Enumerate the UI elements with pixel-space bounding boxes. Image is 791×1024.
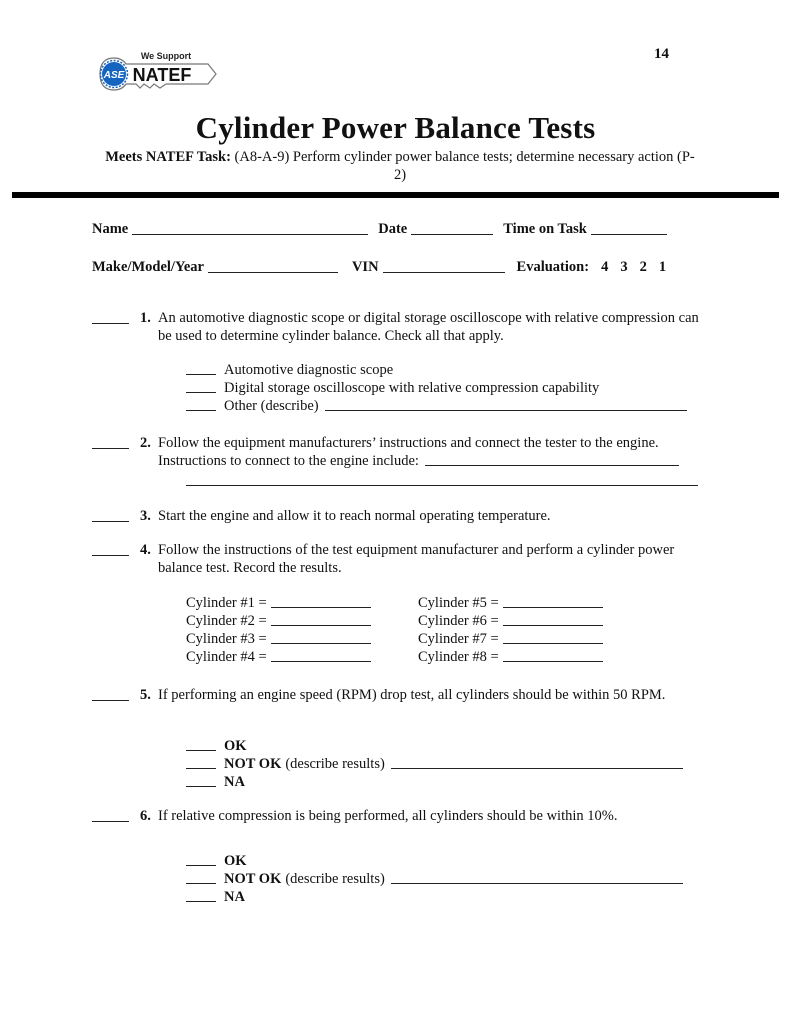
question-2-text: Follow the equipment manufacturers’ instructions and connect the tester to the engine. <box>158 435 659 451</box>
q5-ok-check[interactable] <box>186 750 216 751</box>
cylinder-6-row <box>418 612 603 630</box>
evaluation-score-4[interactable]: 4 <box>601 259 609 275</box>
cylinder-column-left <box>186 594 371 666</box>
q6-ok-check[interactable] <box>186 865 216 866</box>
q5-not-ok-check[interactable] <box>186 768 216 769</box>
question-3-text: Start the engine and allow it to reach normal operating temperature. <box>158 508 551 524</box>
cylinder-column-right <box>418 594 603 666</box>
cylinder-2-label: Cylinder #2 = <box>186 613 267 629</box>
question-5-number: 5. <box>140 687 151 703</box>
q1-option-1 <box>186 361 393 379</box>
question-6-score-blank[interactable] <box>92 821 129 822</box>
question-6-number: 6. <box>140 808 151 824</box>
question-1 <box>92 309 712 349</box>
page-title: Cylinder Power Balance Tests <box>195 110 596 145</box>
make-model-year-field[interactable] <box>208 258 338 273</box>
cylinder-8-label: Cylinder #8 = <box>418 649 499 665</box>
question-2-number: 2. <box>140 435 151 451</box>
cylinder-7-field[interactable] <box>503 643 603 644</box>
evaluation-score-3[interactable]: 3 <box>620 259 628 275</box>
q6-na-option <box>186 888 245 906</box>
q5-na-label: NA <box>224 774 245 790</box>
question-2-score-blank[interactable] <box>92 448 129 449</box>
q6-na-check[interactable] <box>186 901 216 902</box>
q1-option-3-check[interactable] <box>186 410 216 411</box>
q1-option-3 <box>186 397 687 415</box>
q6-ok-option <box>186 852 247 870</box>
question-2-instructions-label: Instructions to connect to the engine include: <box>158 453 419 469</box>
q1-option-3-label: Other (describe) <box>224 398 319 414</box>
q1-option-2-check[interactable] <box>186 392 216 393</box>
question-4-text: Follow the instructions of the test equipment manufacturer and perform a cylinder power balance test. Record the results. <box>158 542 675 576</box>
question-2-line-2 <box>158 452 679 470</box>
evaluation-score-2[interactable]: 2 <box>639 259 647 275</box>
question-1-number: 1. <box>140 310 151 326</box>
cylinder-1-field[interactable] <box>271 607 371 608</box>
make-model-year-label: Make/Model/Year <box>92 259 204 275</box>
question-2-instructions-field-2[interactable] <box>186 485 698 486</box>
question-4-number: 4. <box>140 542 151 558</box>
question-4 <box>92 541 712 581</box>
q6-not-ok-check[interactable] <box>186 883 216 884</box>
q5-describe-results-field[interactable] <box>391 768 683 769</box>
q5-na-check[interactable] <box>186 786 216 787</box>
q5-not-ok-option <box>186 755 683 773</box>
question-5-text: If performing an engine speed (RPM) drop test, all cylinders should be within 50 RPM. <box>158 687 666 703</box>
q1-option-2-label: Digital storage oscilloscope with relative compression capability <box>224 380 600 396</box>
cylinder-8-row <box>418 648 603 666</box>
svg-text:ASE: ASE <box>103 70 125 81</box>
cylinder-5-label: Cylinder #5 = <box>418 595 499 611</box>
question-4-score-blank[interactable] <box>92 555 129 556</box>
q6-ok-label: OK <box>224 853 247 869</box>
question-3-number: 3. <box>140 508 151 524</box>
question-2-instructions-field[interactable] <box>425 465 679 466</box>
cylinder-3-row <box>186 630 371 648</box>
cylinder-3-field[interactable] <box>271 643 371 644</box>
cylinder-1-row <box>186 594 371 612</box>
name-field[interactable] <box>132 220 368 235</box>
vin-label: VIN <box>351 259 379 275</box>
cylinder-5-row <box>418 594 603 612</box>
q5-ok-label: OK <box>224 738 247 754</box>
q1-option-1-label: Automotive diagnostic scope <box>224 362 394 378</box>
question-5 <box>92 686 712 726</box>
question-6 <box>92 807 712 827</box>
cylinder-6-label: Cylinder #6 = <box>418 613 499 629</box>
name-label: Name <box>92 221 129 237</box>
cylinder-7-label: Cylinder #7 = <box>418 631 499 647</box>
info-row-1 <box>92 220 671 238</box>
q1-option-1-check[interactable] <box>186 374 216 375</box>
natef-logo <box>96 44 224 104</box>
q6-not-ok-option <box>186 870 683 888</box>
time-on-task-field[interactable] <box>591 220 667 235</box>
question-1-text: An automotive diagnostic scope or digital storage oscilloscope with relative compression can be used to determine cylinder balance. Check all that apply. <box>158 310 699 344</box>
cylinder-4-row <box>186 648 371 666</box>
question-5-score-blank[interactable] <box>92 700 129 701</box>
page-number: 14 <box>654 46 669 62</box>
cylinder-1-label: Cylinder #1 = <box>186 595 267 611</box>
q1-other-describe-field[interactable] <box>325 410 687 411</box>
cylinder-3-label: Cylinder #3 = <box>186 631 267 647</box>
svg-text:We Support: We Support <box>140 51 192 61</box>
date-label: Date <box>378 221 408 237</box>
q5-ok-option <box>186 737 247 755</box>
date-field[interactable] <box>411 220 493 235</box>
q6-not-ok-hint: (describe results) <box>285 871 385 887</box>
q5-not-ok-hint: (describe results) <box>285 756 385 772</box>
evaluation-score-1[interactable]: 1 <box>658 259 667 275</box>
cylinder-4-field[interactable] <box>271 661 371 662</box>
q6-describe-results-field[interactable] <box>391 883 683 884</box>
question-6-text: If relative compression is being performed, all cylinders should be within 10%. <box>158 808 618 824</box>
cylinder-8-field[interactable] <box>503 661 603 662</box>
cylinder-7-row <box>418 630 603 648</box>
q5-not-ok-label: NOT OK <box>224 756 282 772</box>
q6-not-ok-label: NOT OK <box>224 871 282 887</box>
q1-option-2 <box>186 379 599 397</box>
cylinder-2-row <box>186 612 371 630</box>
task-text: (A8-A-9) Perform cylinder power balance tests; determine necessary action (P-2) <box>234 149 695 183</box>
key-logo-icon <box>96 44 224 104</box>
q5-na-option <box>186 773 245 791</box>
cylinder-6-field[interactable] <box>503 625 603 626</box>
evaluation-label: Evaluation: <box>516 259 590 275</box>
svg-text:NATEF: NATEF <box>132 65 192 85</box>
cylinder-4-label: Cylinder #4 = <box>186 649 267 665</box>
question-3-score-blank[interactable] <box>92 521 129 522</box>
question-3 <box>92 507 712 527</box>
task-label: Meets NATEF Task: <box>105 149 231 165</box>
vin-field[interactable] <box>383 258 505 273</box>
info-row-2 <box>92 258 666 276</box>
cylinder-2-field[interactable] <box>271 625 371 626</box>
time-on-task-label: Time on Task <box>503 221 587 237</box>
natef-task <box>100 148 700 184</box>
cylinder-5-field[interactable] <box>503 607 603 608</box>
q6-na-label: NA <box>224 889 245 905</box>
question-1-score-blank[interactable] <box>92 323 129 324</box>
header-divider <box>12 192 779 198</box>
